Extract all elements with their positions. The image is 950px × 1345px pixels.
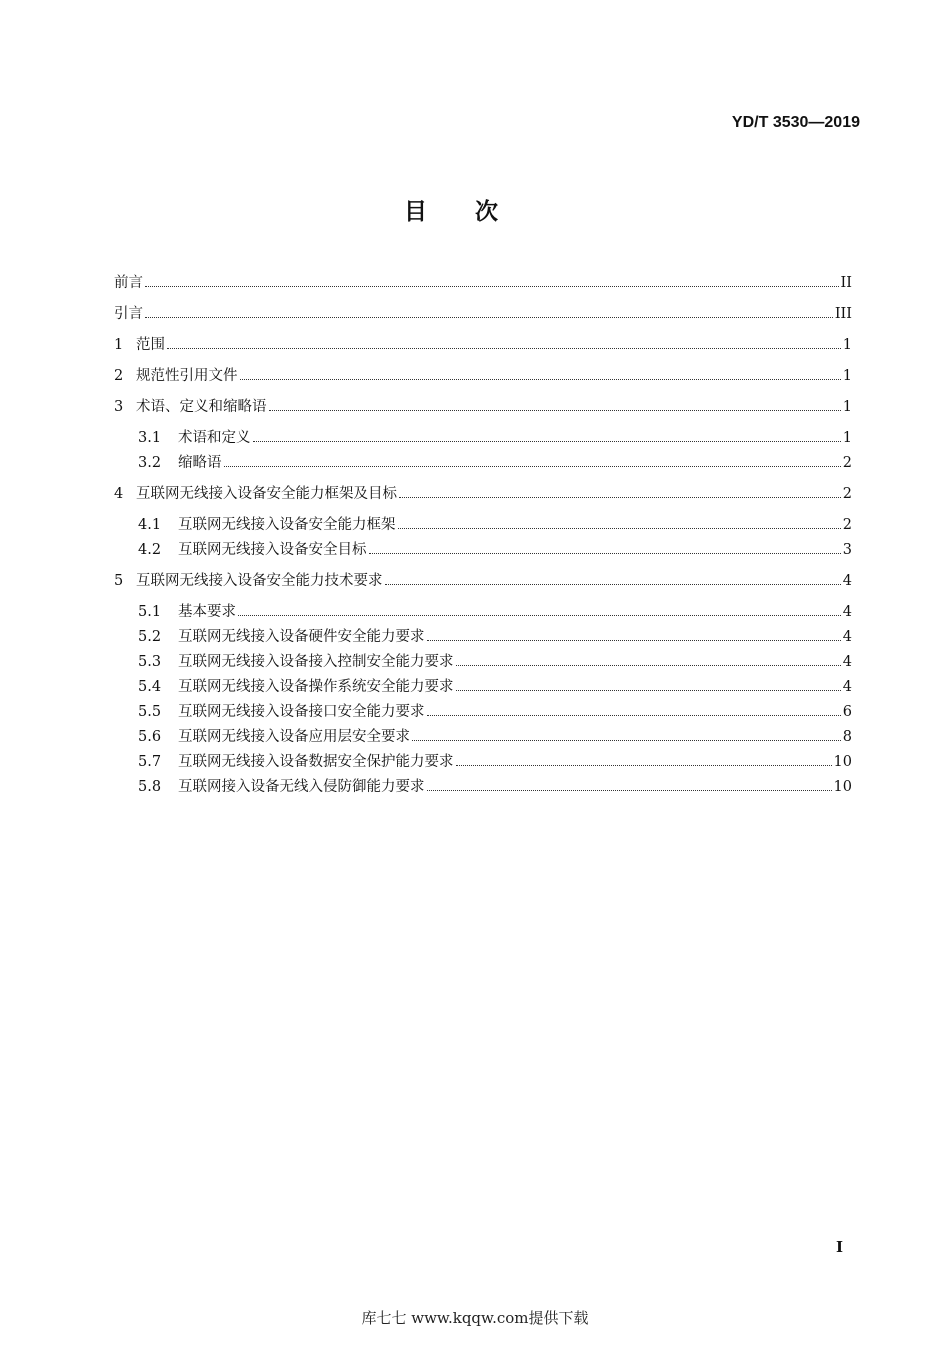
toc-entry-number: 3.2 <box>138 455 162 471</box>
toc-leader-dots <box>412 739 841 741</box>
toc-entry-label: 互联网无线接入设备安全目标 <box>178 542 367 558</box>
toc-entry-number: 5.4 <box>138 679 162 695</box>
toc-entry-number: 5.5 <box>138 704 162 720</box>
toc-entry-label: 引言 <box>114 306 143 322</box>
toc-entry-page: 4 <box>842 654 852 670</box>
toc-leader-dots <box>456 664 841 666</box>
toc-entry[interactable] <box>114 272 852 294</box>
toc-entry-page: 1 <box>842 368 852 384</box>
toc-entry-number: 2 <box>114 368 124 384</box>
toc-entry-page: 1 <box>842 337 852 353</box>
toc-entry-page: 10 <box>833 779 852 795</box>
page-title: 目次 <box>404 199 546 225</box>
toc-entry[interactable] <box>114 365 852 387</box>
toc-entry-label: 互联网无线接入设备应用层安全要求 <box>178 729 410 745</box>
toc-entry-number: 5.1 <box>138 604 162 620</box>
toc-entry-label: 术语和定义 <box>178 430 251 446</box>
toc-entry-number: 4 <box>114 486 124 502</box>
toc-entry[interactable] <box>138 676 852 698</box>
toc-leader-dots <box>269 409 841 411</box>
toc-entry-label: 互联网无线接入设备接入控制安全能力要求 <box>178 654 454 670</box>
toc-entry[interactable] <box>138 651 852 673</box>
toc-entry-page: II <box>840 275 852 291</box>
toc-entry-page: 4 <box>842 679 852 695</box>
toc-entry[interactable] <box>138 452 852 474</box>
toc-entry-page: 4 <box>842 573 852 589</box>
toc-entry-page: 1 <box>842 430 852 446</box>
toc-entry-page: 2 <box>842 517 852 533</box>
toc-entry[interactable] <box>138 427 852 449</box>
toc-entry[interactable] <box>114 483 852 505</box>
toc-entry-number: 3 <box>114 399 124 415</box>
toc-entry[interactable] <box>138 701 852 723</box>
toc-leader-dots <box>238 614 841 616</box>
toc-entry-page: 4 <box>842 604 852 620</box>
toc-entry-number: 5 <box>114 573 124 589</box>
toc-entry-label: 互联网接入设备无线入侵防御能力要求 <box>178 779 425 795</box>
toc-entry-label: 前言 <box>114 275 143 291</box>
document-code: YD/T 3530—2019 <box>731 114 860 131</box>
toc-entry-number: 5.6 <box>138 729 162 745</box>
toc-entry-label: 范围 <box>136 337 165 353</box>
toc-leader-dots <box>427 639 841 641</box>
toc-entry[interactable] <box>114 396 852 418</box>
toc-entry-page: 10 <box>833 754 852 770</box>
toc-entry-label: 术语、定义和缩略语 <box>136 399 267 415</box>
toc-leader-dots <box>224 465 841 467</box>
toc-entry[interactable] <box>138 601 852 623</box>
toc-entry[interactable] <box>138 539 852 561</box>
toc-entry-label: 互联网无线接入设备数据安全保护能力要求 <box>178 754 454 770</box>
toc-entry[interactable] <box>138 726 852 748</box>
toc-entry-number: 5.7 <box>138 754 162 770</box>
toc-leader-dots <box>145 285 839 287</box>
toc-entry[interactable] <box>138 514 852 536</box>
toc-leader-dots <box>253 440 841 442</box>
toc-entry-page: 8 <box>842 729 852 745</box>
toc-leader-dots <box>427 714 841 716</box>
toc-entry-label: 规范性引用文件 <box>136 368 238 384</box>
toc-entry-label: 互联网无线接入设备安全能力技术要求 <box>136 573 383 589</box>
toc-leader-dots <box>167 347 841 349</box>
toc-entry-label: 互联网无线接入设备操作系统安全能力要求 <box>178 679 454 695</box>
toc-entry-number: 5.8 <box>138 779 162 795</box>
toc-entry-label: 互联网无线接入设备硬件安全能力要求 <box>178 629 425 645</box>
toc-entry-number: 5.2 <box>138 629 162 645</box>
toc-entry-page: 4 <box>842 629 852 645</box>
toc-entry-label: 互联网无线接入设备接口安全能力要求 <box>178 704 425 720</box>
toc-entry[interactable] <box>138 751 852 773</box>
toc-leader-dots <box>427 789 832 791</box>
toc-entry-number: 4.1 <box>138 517 162 533</box>
toc-entry-number: 3.1 <box>138 430 162 446</box>
toc-entry-page: 6 <box>842 704 852 720</box>
toc-leader-dots <box>456 689 841 691</box>
toc-entry-number: 5.3 <box>138 654 162 670</box>
toc-entry-label: 基本要求 <box>178 604 236 620</box>
toc-entry-page: 1 <box>842 399 852 415</box>
toc-entry-page: III <box>834 306 852 322</box>
toc-entry-label: 互联网无线接入设备安全能力框架 <box>178 517 396 533</box>
footer-text: 库七七 www.kqqw.com提供下载 <box>361 1309 589 1327</box>
toc-entry-page: 2 <box>842 455 852 471</box>
toc-entry[interactable] <box>114 570 852 592</box>
toc-entry-page: 3 <box>842 542 852 558</box>
toc-leader-dots <box>385 583 841 585</box>
toc-leader-dots <box>456 764 832 766</box>
toc-leader-dots <box>398 527 841 529</box>
page-number: I <box>835 1238 843 1256</box>
toc-entry-number: 1 <box>114 337 124 353</box>
toc-leader-dots <box>145 316 833 318</box>
toc-entry-number: 4.2 <box>138 542 162 558</box>
toc-leader-dots <box>240 378 841 380</box>
toc-entry-label: 互联网无线接入设备安全能力框架及目标 <box>136 486 397 502</box>
toc-leader-dots <box>399 496 841 498</box>
toc-entry[interactable] <box>114 303 852 325</box>
toc-entry-label: 缩略语 <box>178 455 222 471</box>
toc-entry-page: 2 <box>842 486 852 502</box>
toc-entry[interactable] <box>114 334 852 356</box>
toc-entry[interactable] <box>138 776 852 798</box>
toc-leader-dots <box>369 552 841 554</box>
toc-entry[interactable] <box>138 626 852 648</box>
